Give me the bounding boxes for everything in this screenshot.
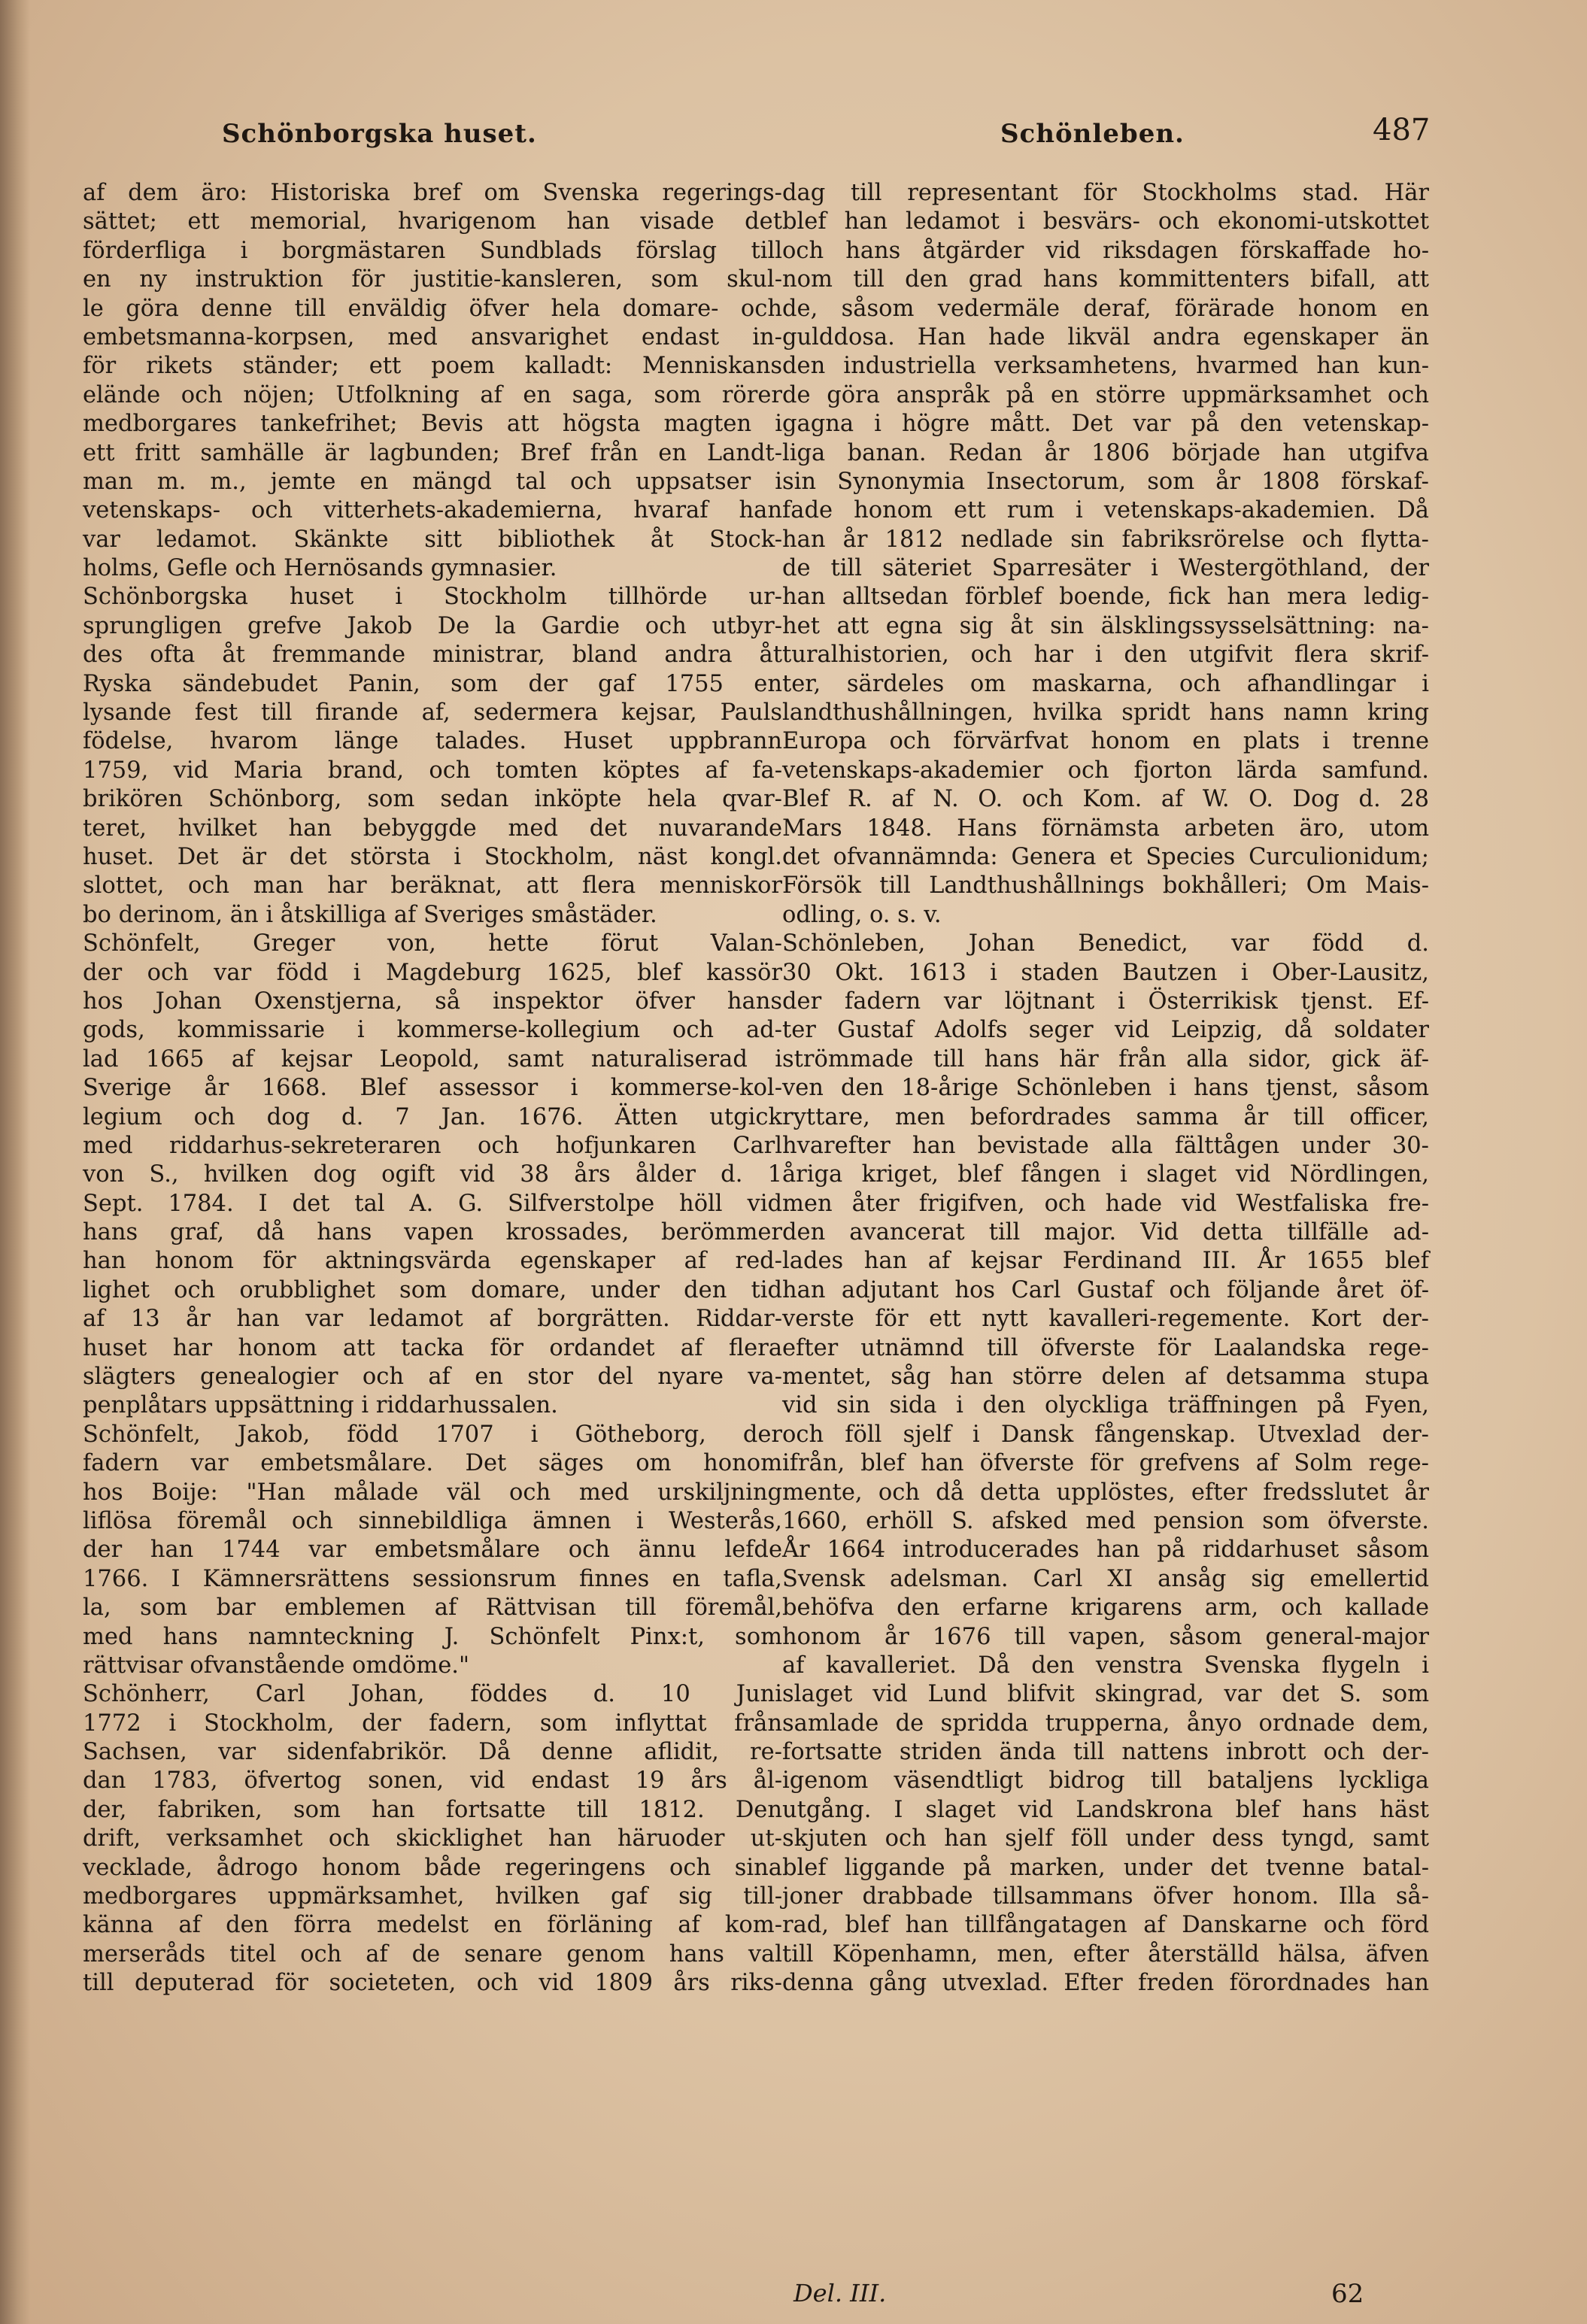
text-line: med hans namnteckning J. Schönfelt Pinx:t, som [83,1623,782,1650]
text-line: ter Gustaf Adolfs seger vid Leipzig, då soldater [782,1017,1429,1044]
text-line: fortsatte striden ända till nattens inbrott och der- [782,1739,1429,1766]
text-line: penplåtars uppsättning i riddarhussalen. [83,1392,558,1419]
text-line: la, som bar emblemen af Rättvisan till föremål, [83,1594,782,1622]
text-line: efter utnämnd till öfverste för Laalandska rege- [782,1334,1429,1361]
text-line: hans graf, då hans vapen krossades, berömmer [83,1219,782,1246]
text-line: Försök till Landthushållnings bokhålleri; Om Mais- [782,872,1429,900]
text-line: embetsmanna-korpsen, med ansvarighet endast in- [83,323,782,350]
text-line: Svensk adelsman. Carl XI ansåg sig emellertid [782,1565,1429,1592]
text-line: men åter frigifven, och hade vid Westfaliska fre- [782,1190,1429,1217]
text-line: slaget vid Lund blifvit skingrad, var det S. som [782,1681,1429,1708]
text-line: holms, Gefle och Hernösands gymnasier. [83,555,557,582]
text-line: 1772 i Stockholm, der fadern, som inflyttat från [83,1710,782,1737]
text-line: des ofta åt fremmande ministrar, bland andra åt [83,642,782,669]
text-line: den industriella verksamhetens, hvarmed han kun- [782,353,1429,380]
text-line: lysande fest till firande af, sedermera kejsar, Pauls [83,699,782,727]
text-line: lades han af kejsar Ferdinand III. År 1655 blef [782,1248,1429,1275]
text-line: rättvisar ofvanstående omdöme." [83,1652,470,1679]
text-line: och föll sjelf i Dansk fångenskap. Utvexlad der- [782,1421,1429,1448]
text-line: le göra denne till enväldig öfver hela domare- och [83,295,782,322]
text-line: ifrån, blef han öfverste för grefvens af Solm rege- [782,1450,1429,1477]
text-line: turalhistorien, och har i den utgifvit flera skrif- [782,642,1429,669]
text-line: landthushållningen, hvilka spridt hans namn kring [782,699,1429,727]
text-line: hos Boije: "Han målade väl och med urskiljning [83,1479,782,1506]
text-line: elände och nöjen; Utfolkning af en saga, som rörer [83,381,782,408]
text-line: vecklade, ådrogo honom både regeringens och sina [83,1854,782,1881]
text-line: vid sin sida i den olyckliga träffningen på Fyen, [782,1392,1429,1419]
text-line: rad, blef han tillfångatagen af Danskarne och förd [782,1912,1429,1939]
text-line: hos Johan Oxenstjerna, så inspektor öfver hans [83,988,782,1015]
text-line: Schönleben, Johan Benedict, var född d. [782,930,1429,957]
text-line: sättet; ett memorial, hvarigenom han visade det [83,208,782,235]
text-line: slägters genealogier och af en stor del nyare va- [83,1364,782,1391]
page-number: 487 [1373,113,1431,147]
text-line: dan 1783, öfvertog sonen, vid endast 19 års ål- [83,1767,782,1795]
text-line: man m. m., jemte en mängd tal och uppsatser i [83,468,782,495]
text-line: med riddarhus-sekreteraren och hofjunkaren Carl [83,1132,782,1159]
text-line: igenom väsendtligt bidrog till bataljens lyckliga [782,1767,1429,1795]
text-line: joner drabbade tillsammans öfver honom. Illa så- [782,1883,1429,1910]
text-line: skjuten och han sjelf föll under dess tyngd, samt [782,1825,1429,1852]
text-line: förderfliga i borgmästaren Sundblads förslag till [83,237,782,264]
text-line: Ryska sändebudet Panin, som der gaf 1755 en [83,670,782,697]
text-line: der han 1744 var embetsmålare och ännu lefde [83,1537,782,1564]
text-line: födelse, hvarom länge talades. Huset uppbrann [83,728,782,755]
text-line: legium och dog d. 7 Jan. 1676. Ätten utgick [83,1103,782,1130]
text-line: 1759, vid Maria brand, och tomten köptes af fa- [83,757,782,784]
footer-signature: Del. III. [794,2279,887,2307]
text-line: Blef R. af N. O. och Kom. af W. O. Dog d. 28 [782,786,1429,813]
text-line: ter, särdeles om maskarna, och afhandlingar i [782,670,1429,697]
text-line: von S., hvilken dog ogift vid 38 års ålder d. 1 [83,1161,782,1188]
text-line: han honom för aktningsvärda egenskaper af red- [83,1248,782,1275]
running-head-left: Schönborgska huset. [222,119,537,149]
text-line: gulddosa. Han hade likväl andra egenskaper än [782,323,1429,350]
text-line: Schönfelt, Greger von, hette förut Valan- [83,930,782,957]
text-line: Europa och förvärfvat honom en plats i trenne [782,728,1429,755]
text-line: Sverige år 1668. Blef assessor i kommerse-kol- [83,1075,782,1102]
text-line: ett fritt samhälle är lagbunden; Bref från en Landt- [83,439,782,466]
text-line: der, fabriken, som han fortsatte till 1812. Den [83,1796,782,1823]
text-line: vetenskaps- och vitterhets-akademierna, hvaraf han [83,497,782,524]
text-line: brikören Schönborg, som sedan inköpte hela qvar- [83,786,782,813]
text-line: till deputerad för societeten, och vid 1809 års riks- [83,1970,782,1997]
text-line: för rikets ständer; ett poem kalladt: Menniskans [83,353,782,380]
text-line: samlade de spridda trupperna, ånyo ordnade dem, [782,1710,1429,1737]
text-line: gagna i högre mått. Det var på den vetenskap- [782,411,1429,438]
text-line: bo derinom, än i åtskilliga af Sveriges småstäder. [83,901,657,928]
right-text-column [782,179,1429,1998]
text-line: Schönherr, Carl Johan, föddes d. 10 Juni [83,1681,782,1708]
text-line: merseråds titel och af de senare genom hans val [83,1940,782,1968]
text-line: fadern var embetsmålare. Det säges om honom [83,1450,782,1477]
text-line: de göra anspråk på en större uppmärksamhet och [782,381,1429,408]
text-line: sin Synonymia Insectorum, som år 1808 förskaf- [782,468,1429,495]
text-line: fade honom ett rum i vetenskaps-akademien. Då [782,497,1429,524]
text-line: blef han ledamot i besvärs- och ekonomi-utskottet [782,208,1429,235]
text-line: sprungligen grefve Jakob De la Gardie och utbyr- [83,612,782,639]
text-line: till Köpenhamn, men, efter återställd hälsa, äfven [782,1940,1429,1968]
text-line: han alltsedan förblef boende, fick han mera ledig- [782,584,1429,611]
text-line: af kavalleriet. Då den venstra Svenska flygeln i [782,1652,1429,1679]
text-line: liflösa föremål och sinnebildliga ämnen i Westerås, [83,1507,782,1534]
text-line: verste för ett nytt kavalleri-regemente. Kort der- [782,1306,1429,1333]
text-line: der fadern var löjtnant i Österrikisk tjenst. Ef- [782,988,1429,1015]
text-line: lighet och orubblighet som domare, under den tid [83,1276,782,1303]
text-line: hvarefter han bevistade alla fälttågen under 30- [782,1132,1429,1159]
text-line: han adjutant hos Carl Gustaf och följande året öf- [782,1276,1429,1303]
text-line: Schönfelt, Jakob, född 1707 i Götheborg, der [83,1421,782,1448]
text-line: het att egna sig åt sin älsklingssysselsättning: na- [782,612,1429,639]
running-head-right: Schönleben. [1000,119,1185,149]
text-line: 30 Okt. 1613 i staden Bautzen i Ober-Lausitz, [782,959,1429,986]
text-line: en ny instruktion för justitie-kansleren, som skul- [83,266,782,293]
text-line: åriga kriget, blef fången i slaget vid Nördlingen, [782,1161,1429,1188]
text-line: behöfva den erfarne krigarens arm, och kallade [782,1594,1429,1622]
text-line: af dem äro: Historiska bref om Svenska regerings- [83,180,782,206]
left-text-column [83,179,782,1998]
text-line: Schönborgska huset i Stockholm tillhörde ur- [83,584,782,611]
text-line: de till säteriet Sparresäter i Westergöthland, der [782,555,1429,582]
text-line: känna af den förra medelst en förläning af kom- [83,1912,782,1939]
text-line: Sachsen, var sidenfabrikör. Då denne aflidit, re- [83,1739,782,1766]
text-line: var ledamot. Skänkte sitt bibliothek åt Stock- [83,526,782,553]
text-line: strömmade till hans här från alla sidor, gick äf- [782,1045,1429,1072]
text-line: de, såsom vedermäle deraf, förärade honom en [782,295,1429,322]
text-line: af 13 år han var ledamot af borgrätten. Riddar- [83,1306,782,1333]
text-line: mentet, såg han större delen af detsamma stupa [782,1364,1429,1391]
text-line: denna gång utvexlad. Efter freden förordnades han [782,1970,1429,1997]
text-line: Mars 1848. Hans förnämsta arbeten äro, utom [782,815,1429,842]
text-line: den avancerat till major. Vid detta tillfälle ad- [782,1219,1429,1246]
text-line: odling, o. s. v. [782,901,942,928]
page-spine-shadow [0,0,30,2324]
text-line: teret, hvilket han bebyggde med det nuvarande [83,815,782,842]
text-line: huset. Det är det största i Stockholm, näst kongl. [83,843,782,870]
text-line: År 1664 introducerades han på riddarhuset såsom [782,1537,1429,1564]
text-line: huset har honom att tacka för ordandet af flera [83,1334,782,1361]
text-line: och hans åtgärder vid riksdagen förskaffade ho- [782,237,1429,264]
text-line: gods, kommissarie i kommerse-kollegium och ad- [83,1017,782,1044]
text-line: medborgares uppmärksamhet, hvilken gaf sig till- [83,1883,782,1910]
text-line: det ofvannämnda: Genera et Species Curculionidum; [782,843,1429,870]
text-line: ven den 18-årige Schönleben i hans tjenst, såsom [782,1075,1429,1102]
text-line: utgång. I slaget vid Landskrona blef hans häst [782,1796,1429,1823]
footer-sheet-number: 62 [1331,2279,1364,2309]
text-line: lad 1665 af kejsar Leopold, samt naturaliserad i [83,1045,782,1072]
text-line: mente, och då detta upplöstes, efter fredsslutet år [782,1479,1429,1506]
text-line: drift, verksamhet och skicklighet han häruoder ut- [83,1825,782,1852]
text-line: slottet, och man har beräknat, att flera menniskor [83,872,782,900]
text-line: der och var född i Magdeburg 1625, blef kassör [83,959,782,986]
text-line: han år 1812 nedlade sin fabriksrörelse och flytta- [782,526,1429,553]
text-line: vetenskaps-akademier och fjorton lärda samfund. [782,757,1429,784]
text-line: nom till den grad hans kommittenters bifall, att [782,266,1429,293]
text-line: liga banan. Redan år 1806 började han utgifva [782,439,1429,466]
text-line: blef liggande på marken, under det tvenne batal- [782,1854,1429,1881]
text-line: dag till representant för Stockholms stad. Här [782,180,1429,206]
text-line: medborgares tankefrihet; Bevis att högsta magten i [83,411,782,438]
text-line: Sept. 1784. I det tal A. G. Silfverstolpe höll vid [83,1190,782,1217]
text-line: 1660, erhöll S. afsked med pension som öfverste. [782,1507,1429,1534]
text-line: ryttare, men befordrades samma år till officer, [782,1103,1429,1130]
text-line: 1766. I Kämnersrättens sessionsrum finnes en tafla, [83,1565,782,1592]
text-line: honom år 1676 till vapen, såsom general-major [782,1623,1429,1650]
